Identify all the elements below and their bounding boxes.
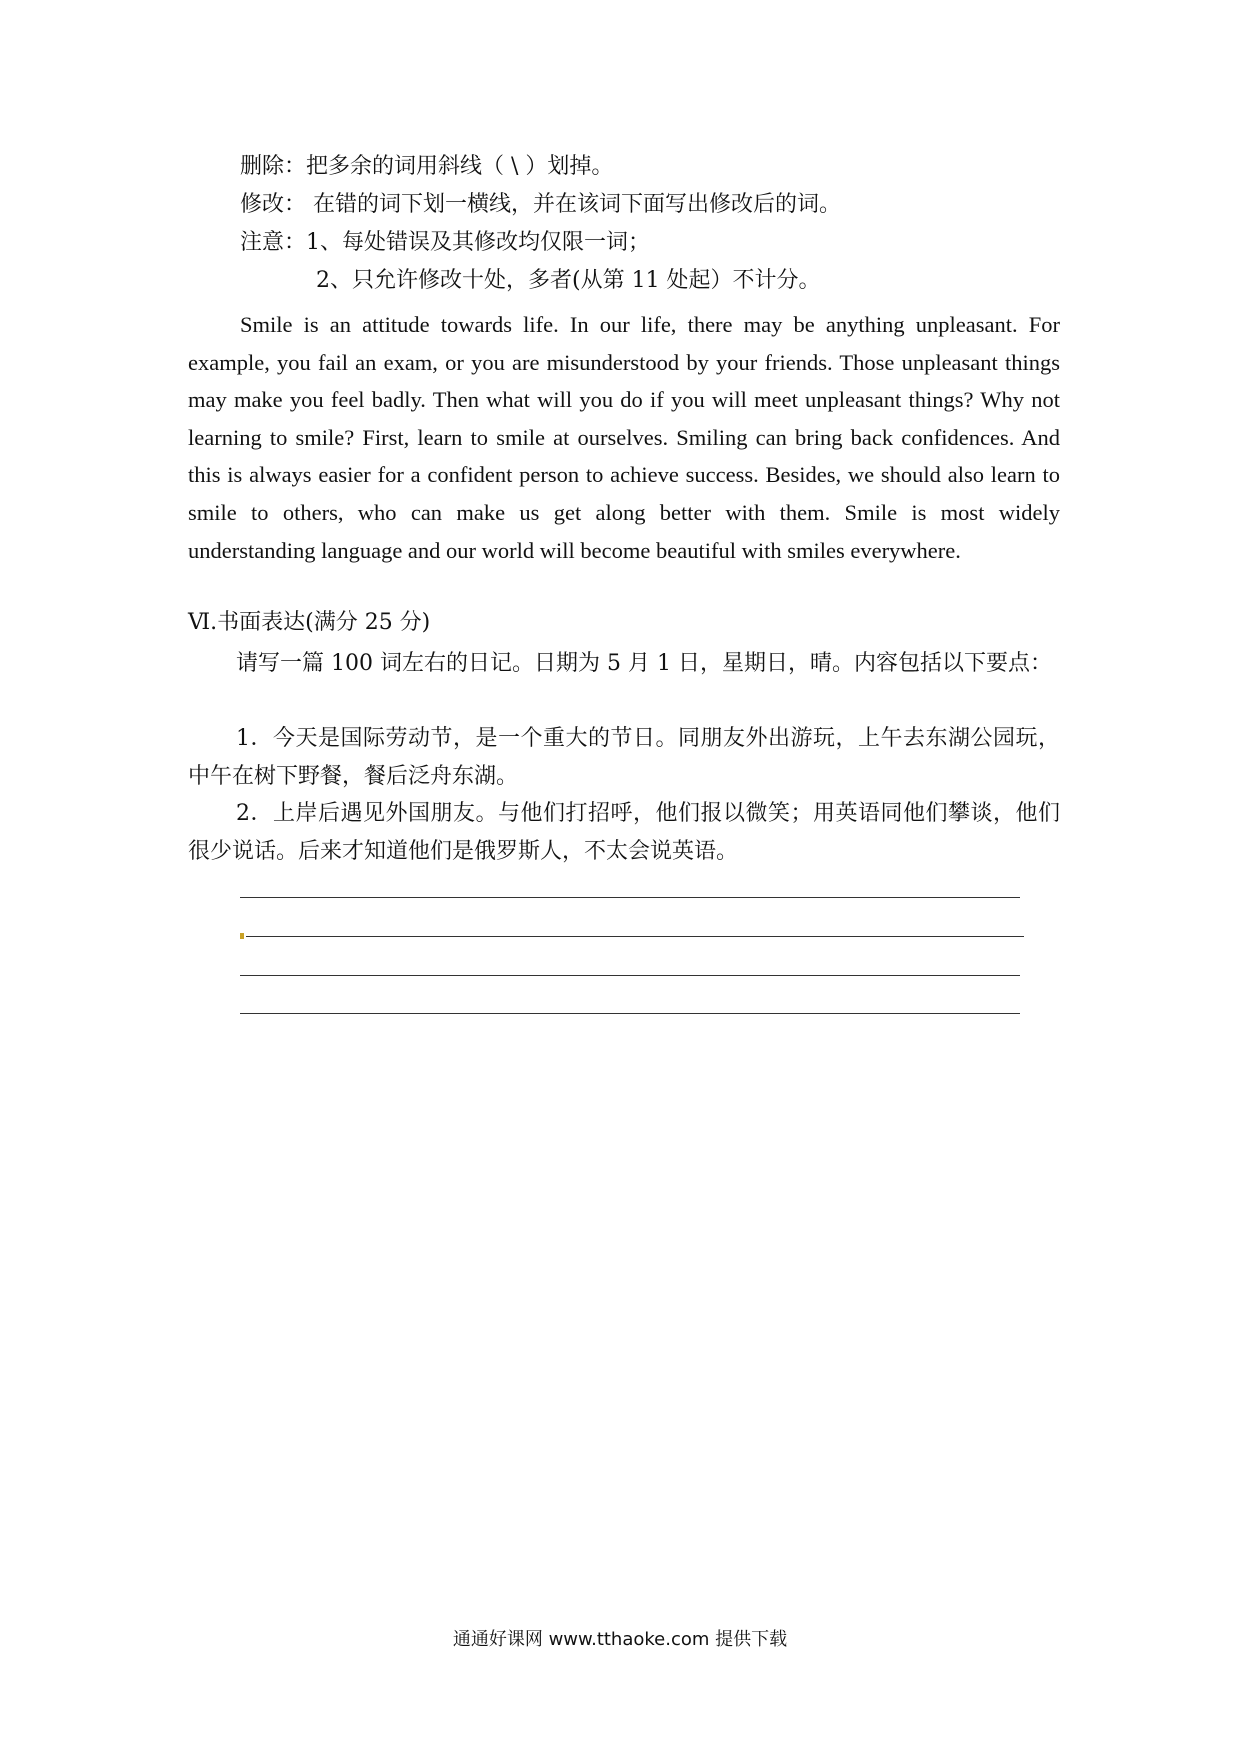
instruction-modify: 修改： 在错的词下划一横线，并在该词下面写出修改后的词。 (240, 192, 841, 217)
section-title: Ⅵ.书面表达(满分 25 分) (188, 610, 431, 635)
answer-line[interactable] (240, 1013, 1020, 1014)
answer-line[interactable] (246, 936, 1024, 937)
answer-line[interactable] (240, 975, 1020, 976)
answer-line[interactable] (240, 897, 1020, 898)
margin-mark (240, 933, 244, 939)
writing-prompt: 请写一篇 100 词左右的日记。日期为 5 月 1 日，星期日，晴。内容包括以下要点： (236, 651, 1052, 676)
instruction-note-1: 注意：1、每处错误及其修改均仅限一词； (240, 230, 650, 255)
error-correction-passage: Smile is an attitude towards life. In our life, there may be anything unpleasant. For example, you fail an exam, or you are misunderstood by your friends. Those unpleasant things may make you feel badly. Then what will you do if you will meet unpleasant things? Why not learning to smile? First, learn to smile at ourselves. Smiling can bring back confidences. And this is always easier for a confident person to achieve success. Besides, we should also learn to smile to others, who can make us get along better with them. Smile is most widely understanding language and our world will become beautiful with smiles everywhere. (188, 312, 1060, 563)
writing-point-1: 1．今天是国际劳动节，是一个重大的节日。同朋友外出游玩，上午去东湖公园玩，中午在树下野餐，餐后泛舟东湖。 (188, 726, 1060, 789)
instruction-delete: 删除：把多余的词用斜线（ \ ）划掉。 (240, 154, 614, 179)
writing-point-2: 2．上岸后遇见外国朋友。与他们打招呼，他们报以微笑；用英语同他们攀谈，他们很少说话。后来才知道他们是俄罗斯人，不太会说英语。 (188, 801, 1060, 864)
footer-credit: 通通好课网 www.tthaoke.com 提供下载 (452, 1629, 788, 1650)
instruction-note-2: 2、只允许修改十处，多者(从第 11 处起）不计分。 (316, 268, 821, 293)
